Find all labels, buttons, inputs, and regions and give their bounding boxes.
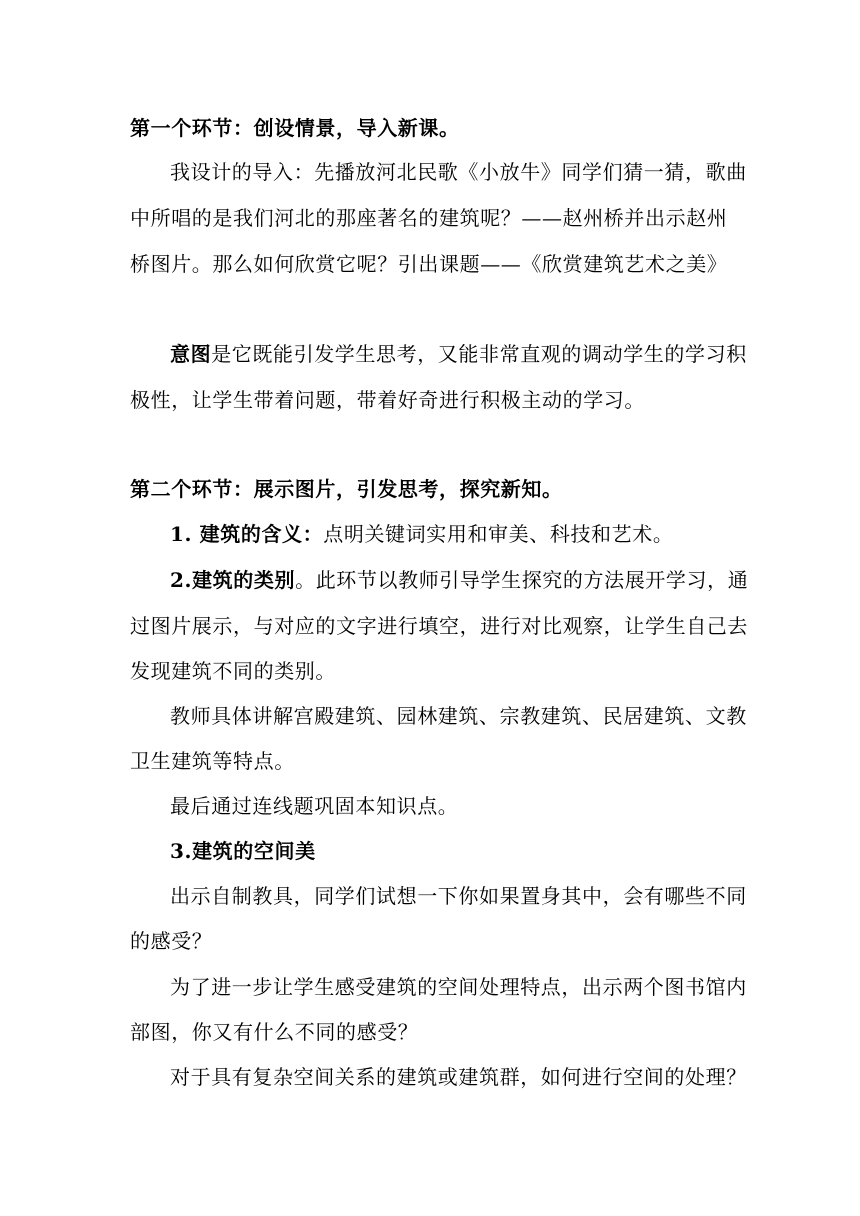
intro-line-3: 桥图片。那么如何欣赏它呢？引出课题——《欣赏建筑艺术之美》 xyxy=(130,252,728,276)
complex-line: 对于具有复杂空间关系的建筑或建筑群，如何进行空间的处理？ xyxy=(170,1065,747,1089)
intent-label: 意图 xyxy=(170,342,212,366)
section2-heading: 第二个环节：展示图片，引发思考，探究新知。 xyxy=(130,477,563,501)
item2-text: 。此环节以教师引导学生探究的方法展开学习，通 xyxy=(295,568,749,592)
item3-heading: 3.建筑的空间美 xyxy=(170,839,316,863)
item1-line xyxy=(170,520,730,548)
item2-line-3: 发现建筑不同的类别。 xyxy=(130,659,336,683)
item2-line-1 xyxy=(170,566,749,594)
section1-heading: 第一个环节：创设情景，导入新课。 xyxy=(130,116,460,140)
item3-line-2: 的感受？ xyxy=(130,929,213,953)
item1-label: 1. 建筑的含义： xyxy=(170,522,324,546)
library-line-1: 为了进一步让学生感受建筑的空间处理特点，出示两个图书馆内 xyxy=(170,975,747,999)
intent-line-1 xyxy=(170,340,747,368)
item1-text: 点明关键词实用和审美、科技和艺术。 xyxy=(323,522,674,546)
intent-line-2: 极性，让学生带着问题，带着好奇进行积极主动的学习。 xyxy=(130,388,645,412)
intent-text: 是它既能引发学生思考，又能非常直观的调动学生的学习积 xyxy=(211,342,747,366)
library-line-2: 部图，你又有什么不同的感受？ xyxy=(130,1020,419,1044)
item3-line-1: 出示自制教具，同学们试想一下你如果置身其中，会有哪些不同 xyxy=(170,884,747,908)
intro-line-2: 中所唱的是我们河北的那座著名的建筑呢？——赵州桥并出示赵州 xyxy=(130,206,728,230)
final-line: 最后通过连线题巩固本知识点。 xyxy=(170,794,459,818)
teacher-line-2: 卫生建筑等特点。 xyxy=(130,749,295,773)
item2-line-2: 过图片展示，与对应的文字进行填空，进行对比观察，让学生自己去 xyxy=(130,614,748,638)
teacher-line-1: 教师具体讲解宫殿建筑、园林建筑、宗教建筑、民居建筑、文教 xyxy=(170,704,747,728)
item2-label: 2.建筑的类别 xyxy=(170,568,296,592)
intro-line-1: 我设计的导入：先播放河北民歌《小放牛》同学们猜一猜，歌曲 xyxy=(170,160,747,184)
